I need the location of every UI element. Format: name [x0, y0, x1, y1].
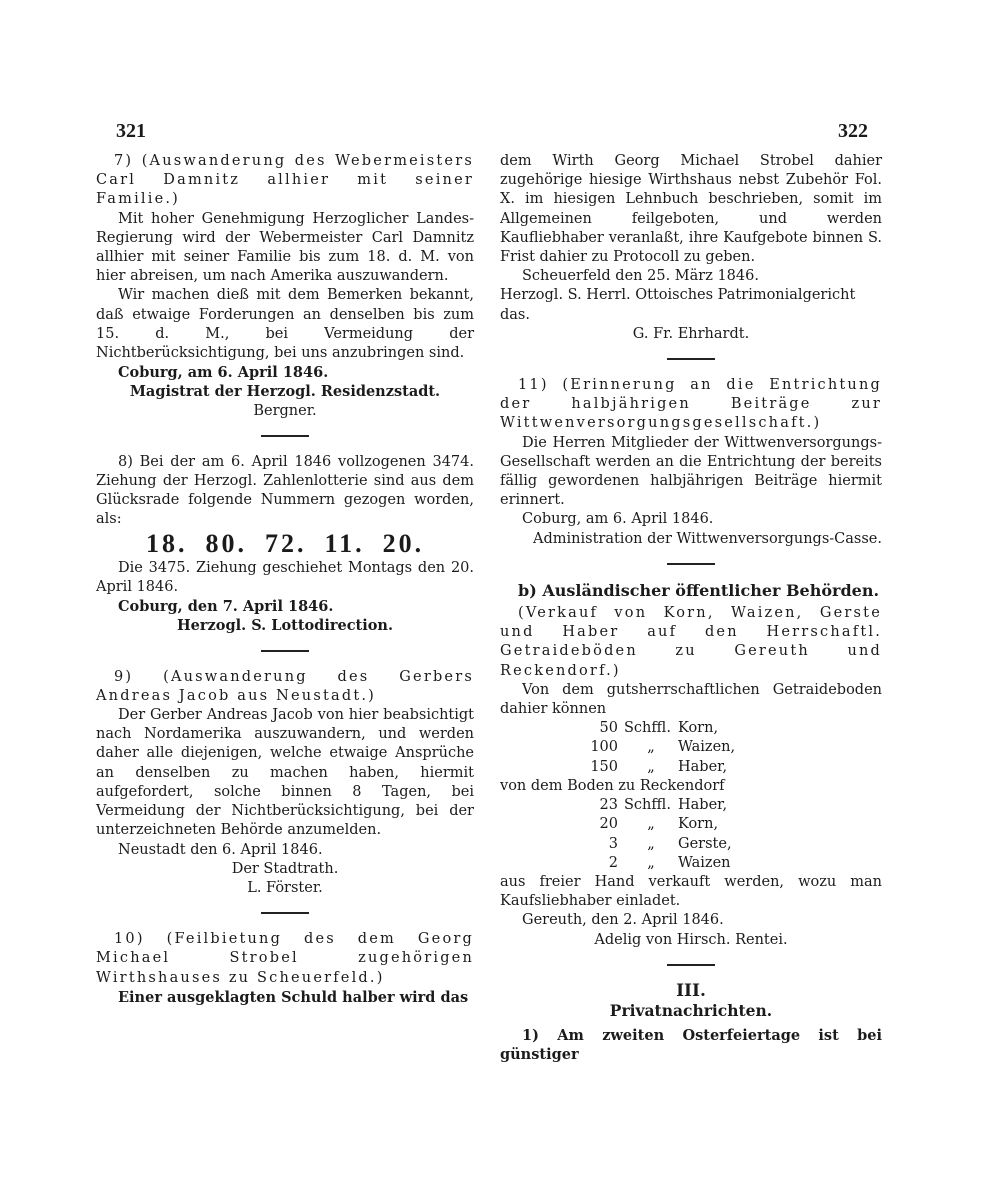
notice-10-authority: Herzogl. S. Herrl. Ottoisches Patrimonialgericht das.: [500, 287, 856, 323]
notice-9: [96, 668, 474, 898]
page-number-right: 322: [838, 120, 868, 142]
notice-9-heading: 9) (Auswanderung des Gerbers Andreas Jacob aus Neustadt.): [96, 668, 474, 704]
notice-11-authority: Administration der Wittwenversorgungs-Casse.: [533, 530, 882, 547]
notice-10: [96, 930, 474, 1007]
notice-7-authority: Magistrat der Herzogl. Residenzstadt.: [129, 383, 441, 401]
lottery-number: 20.: [382, 528, 425, 558]
section-iii: [500, 982, 882, 1065]
grain-row: [500, 835, 882, 854]
section-b-place-date: Gereuth, den 2. April 1846.: [522, 912, 724, 929]
lottery-number: 72.: [265, 528, 307, 558]
grain-unit: „: [647, 739, 655, 756]
grain-row: [500, 719, 882, 738]
notice-11-place-date: Coburg, am 6. April 1846.: [522, 511, 714, 528]
grain-unit: „: [647, 854, 655, 871]
notice-8-body-1: 8) Bei der am 6. April 1846 vollzogenen 3474. Ziehung der Herzogl. Zahlenlotterie sind aus dem Glücksrade folgende Nummern gezogen worden, als:: [96, 453, 474, 528]
notice-10-body: dem Wirth Georg Michael Strobel dahier zugehörige hiesige Wirthshaus nebst Zubehör Fol. X. im hiesigen Lehnbuch beschrieben, somit im Allgemeinen feilgeboten, und werden Kaufliebhaber veranlaßt, ihre Kaufgebote binnen S. Frist dahier zu Protocoll zu geben.: [500, 153, 882, 266]
section-b-from-line: von dem Boden zu Reckendorf: [500, 777, 725, 794]
notice-7-place-date: Coburg, am 6. April 1846.: [118, 364, 329, 382]
section-divider: [261, 912, 309, 914]
notice-10-body-start: Einer ausgeklagten Schuld halber wird das: [118, 988, 469, 1006]
page-number-left: 321: [116, 120, 146, 142]
notice-10-heading: 10) (Feilbietung des dem Georg Michael Strobel zugehörigen Wirthshauses zu Scheuerfeld.): [96, 931, 474, 986]
grain-qty: 20: [599, 816, 618, 833]
notice-10-signature: G. Fr. Ehrhardt.: [632, 325, 750, 342]
grain-type: Waizen: [678, 854, 731, 871]
notice-8-authority: Herzogl. S. Lottodirection.: [176, 617, 393, 635]
notice-10-continued: [500, 152, 882, 344]
section-divider: [261, 435, 309, 437]
notice-11: [500, 376, 882, 549]
section-divider: [667, 563, 715, 565]
section-iii-numeral: III.: [676, 980, 706, 1001]
grain-type: Korn,: [678, 720, 719, 737]
grain-qty: 100: [590, 739, 618, 756]
lottery-number: 80.: [205, 528, 247, 558]
section-iii-title: Privatnachrichten.: [609, 1000, 773, 1020]
grain-row: [500, 854, 882, 873]
notice-9-body: Der Gerber Andreas Jacob von hier beabsichtigt nach Nordamerika auszuwandern, und werden daher alle diejenigen, welche etwaige Ansprüche an denselben zu machen haben, hiermit aufgefordert, solche binnen 8 Tagen, bei Vermeidung der Nichtberücksichtigung, bei der unterzeichneten Behörde anzumelden.: [96, 707, 474, 839]
grain-type: Haber,: [678, 797, 728, 814]
grain-unit: „: [647, 816, 655, 833]
section-b-heading: (Verkauf von Korn, Waizen, Gerste und Haber auf den Herrschaftl. Getraideböden zu Gereuth und Reckendorf.): [500, 605, 882, 679]
grain-row: [500, 758, 882, 777]
section-divider: [667, 964, 715, 966]
grain-list-gereuth: [500, 719, 882, 777]
grain-unit: Schffl.: [624, 720, 671, 737]
grain-unit: „: [647, 835, 655, 852]
grain-qty: 2: [608, 854, 618, 871]
notice-10-place-date: Scheuerfeld den 25. März 1846.: [522, 268, 759, 285]
notice-9-place-date: Neustadt den 6. April 1846.: [118, 841, 323, 858]
grain-row: [500, 815, 882, 834]
grain-unit: „: [647, 758, 655, 775]
grain-qty: 150: [590, 758, 618, 775]
grain-qty: 50: [599, 720, 618, 737]
right-column: [500, 152, 882, 1065]
section-divider: [261, 650, 309, 652]
notice-8-place-date: Coburg, den 7. April 1846.: [118, 598, 334, 616]
lottery-number: 18.: [146, 528, 188, 558]
lottery-number: 11.: [324, 528, 365, 558]
notice-11-heading: 11) (Erinnerung an die Entrichtung der halbjährigen Beiträge zur Wittwenversorgungsgesellschaft.): [500, 377, 882, 432]
grain-type: Gerste,: [678, 835, 732, 852]
notice-7-signature: Bergner.: [253, 402, 317, 419]
notice-7-heading: 7) (Auswanderung des Webermeisters Carl Damnitz allhier mit seiner Familie.): [96, 153, 474, 208]
lottery-numbers: [96, 528, 474, 558]
section-b-closing: aus freier Hand verkauft werden, wozu man Kaufsliebhaber einladet.: [500, 873, 882, 910]
notice-8-body-2: Die 3475. Ziehung geschiehet Montags den 20. April 1846.: [96, 559, 474, 596]
grain-row: [500, 738, 882, 757]
grain-unit: Schffl.: [624, 797, 671, 814]
grain-type: Waizen,: [678, 739, 736, 756]
notice-8: [96, 453, 474, 636]
section-iii-item-1: 1) Am zweiten Osterfeiertage ist bei günstiger: [500, 1027, 882, 1064]
section-b: [500, 581, 882, 950]
notice-7-body-1: Mit hoher Genehmigung Herzoglicher Landes-Regierung wird der Webermeister Carl Damnitz allhier mit seiner Familie bis zum 18. d. M. von hier abreisen, um nach Amerika auszuwandern.: [96, 210, 474, 285]
left-column: [96, 152, 474, 1007]
notice-9-signature: L. Förster.: [247, 879, 323, 896]
section-b-intro: Von dem gutsherrschaftlichen Getraideboden dahier können: [500, 681, 882, 718]
section-divider: [667, 358, 715, 360]
grain-type: Korn,: [678, 816, 719, 833]
notice-11-body: Die Herren Mitglieder der Wittwenversorgungs-Gesellschaft werden an die Entrichtung der bereits fällig gewordenen halbjährigen Beiträge hiermit erinnert.: [500, 434, 882, 509]
notice-7-body-2: Wir machen dieß mit dem Bemerken bekannt, daß etwaige Forderungen an denselben bis zum 15. d. M., bei Vermeidung der Nichtberücksichtigung, bei uns anzubringen sind.: [96, 287, 474, 362]
grain-list-reckendorf: [500, 796, 882, 873]
notice-9-authority: Der Stadtrath.: [231, 860, 339, 877]
grain-row: [500, 796, 882, 815]
notice-7: [96, 152, 474, 421]
section-b-title: b) Ausländischer öffentlicher Behörden.: [518, 580, 880, 600]
grain-qty: 3: [608, 835, 618, 852]
section-b-authority: Adelig von Hirsch. Rentei.: [594, 931, 788, 948]
grain-qty: 23: [599, 797, 618, 814]
grain-type: Haber,: [678, 758, 728, 775]
